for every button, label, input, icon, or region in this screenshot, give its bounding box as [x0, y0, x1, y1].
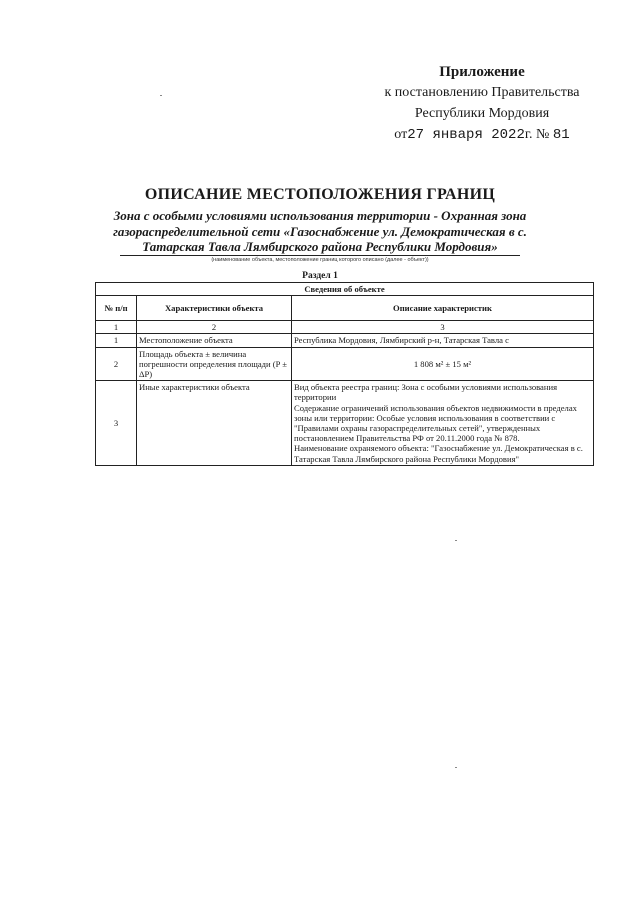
row-number: 3	[96, 381, 137, 466]
decree-date: 27 января 2022	[407, 127, 525, 143]
appendix-line-1: к постановлению Правительства	[384, 85, 580, 100]
row-characteristic: Площадь объекта ± величина погрешности определения площади (P ± ΔP)	[137, 347, 292, 381]
subtitle-caption: (наименование объекта, местоположение границ которого описано (далее - объект))	[211, 257, 429, 263]
decree-number: 81	[552, 127, 570, 143]
row-number: 1	[96, 334, 137, 347]
scan-speck	[455, 767, 457, 768]
row-characteristic: Иные характеристики объекта	[137, 381, 292, 466]
row-description: Республика Мордовия, Лямбирский р-н, Татарская Тавла с	[292, 334, 594, 347]
object-info-table	[95, 282, 594, 466]
year-suffix: г. №	[524, 127, 550, 142]
appendix-title: Приложение	[439, 64, 525, 80]
header-number: № п/п	[96, 296, 137, 321]
document-subtitle: Зона с особыми условиями использования территории - Охранная зона газораспределительной сети «Газоснабжение ул. Демократическая в с. Татарская Тавла Лямбирского района Республики Мордовия»	[113, 208, 527, 254]
description-line: Вид объекта реестра границ: Зона с особыми условиями использования территории	[294, 382, 558, 403]
document-title: ОПИСАНИЕ МЕСТОПОЛОЖЕНИЯ ГРАНИЦ	[144, 186, 496, 203]
header-characteristic: Характеристики объекта	[137, 296, 292, 321]
scan-speck	[455, 540, 457, 541]
table-header-row	[96, 296, 594, 321]
column-number-row	[96, 321, 594, 334]
table-title: Сведения об объекте	[96, 283, 594, 296]
column-number-1: 1	[96, 321, 137, 334]
appendix-line-2: Республики Мордовия	[414, 106, 550, 121]
table-title-row	[96, 283, 594, 296]
description-line: Наименование охраняемого объекта: "Газоснабжение ул. Демократическая в с. Татарская Тавла Лямбирского района Республики Мордовия"	[294, 443, 583, 464]
section-label: Раздел 1	[302, 271, 338, 281]
scan-speck	[160, 95, 162, 96]
description-line: Содержание ограничений использования объектов недвижимости в пределах зоны или территории: Особые условия использования в соответствии с "Правилами охраны газораспределительных сетей", утвержденных постановлением Правительства РФ от 20.11.2000 года № 878.	[294, 402, 577, 444]
date-prefix: от	[394, 127, 408, 142]
table-row	[96, 347, 594, 381]
row-characteristic: Местоположение объекта	[137, 334, 292, 347]
row-number: 2	[96, 347, 137, 381]
row-description	[292, 381, 594, 466]
appendix-date-line	[372, 124, 592, 146]
table-row	[96, 381, 594, 466]
header-description: Описание характеристик	[292, 296, 594, 321]
table-row	[96, 334, 594, 347]
column-number-3: 3	[292, 321, 594, 334]
subtitle-underline	[120, 255, 520, 256]
appendix-block	[372, 62, 592, 146]
column-number-2: 2	[137, 321, 292, 334]
row-description: 1 808 м² ± 15 м²	[292, 347, 594, 381]
